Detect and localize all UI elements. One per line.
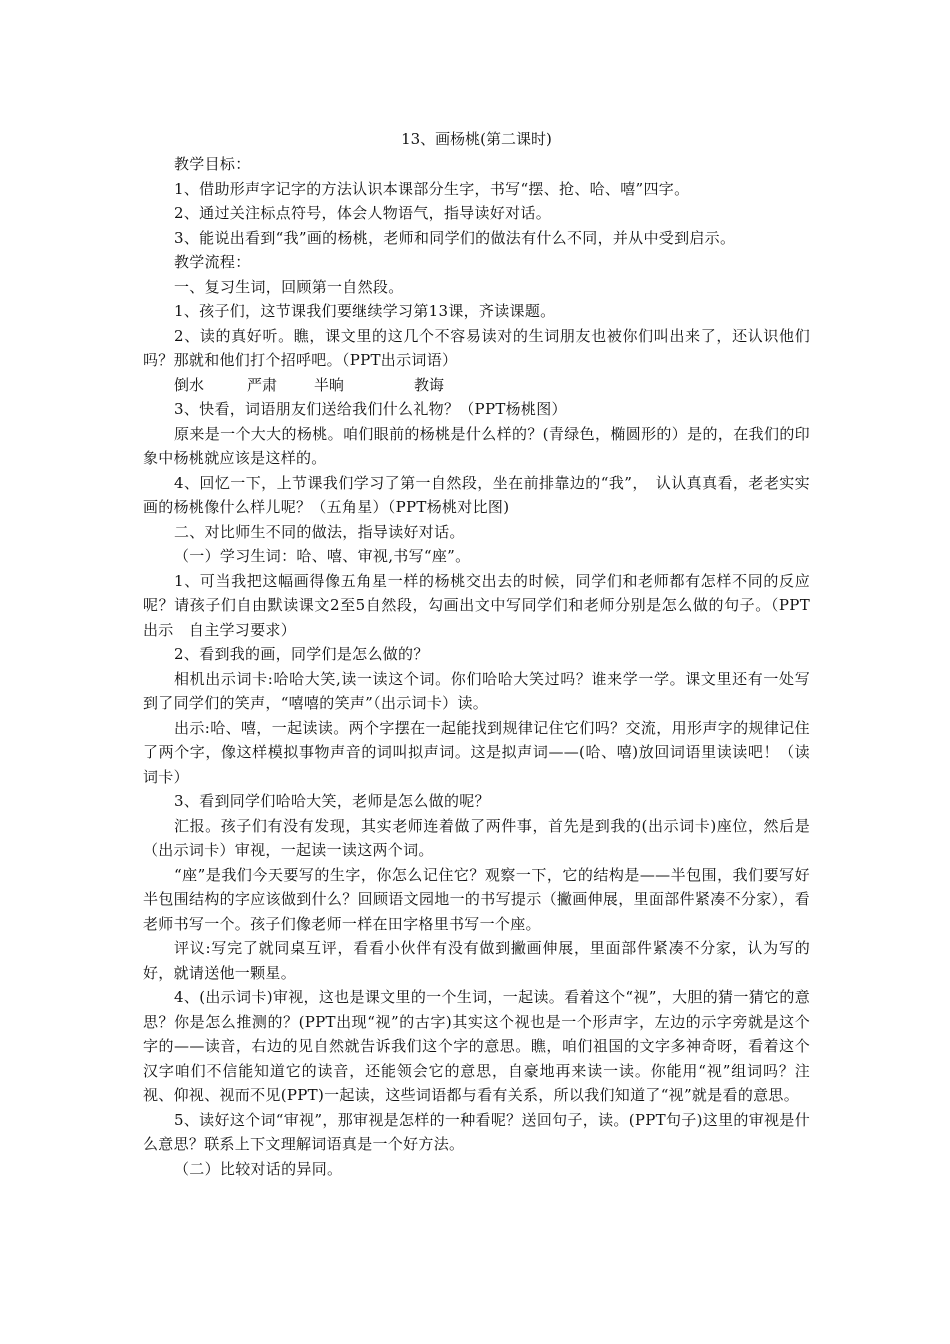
paragraph: 一、复习生词，回顾第一自然段。 [174,277,404,296]
document-title: 13、画杨桃(第二课时) [401,130,552,148]
paragraph: 1、可当我把这幅画得像五角星一样的杨桃交出去的时候，同学们和老师都有怎样不同的反应呢？请孩子们自由默读课文2至5自然段，勾画出文中写同学们和老师分别是怎么做的句子。（PPT出示 自主学习要求） [143,571,810,639]
vocabulary-word: 倒水 [174,375,205,394]
paragraph: 出示:哈、嘻，一起读读。两个字摆在一起能找到规律记住它们吗？交流，用形声字的规律记住了两个字，像这样模拟事物声音的词叫拟声词。这是拟声词——(哈、嘻)放回词语里读读吧！（读词卡） [143,718,810,786]
vocabulary-words-row [143,373,810,398]
paragraph: （一）学习生词：哈、嘻、审视,书写“座”。 [174,547,471,565]
paragraph: 3、看到同学们哈哈大笑，老师是怎么做的呢？ [174,792,490,810]
paragraph: 1、孩子们，这节课我们要继续学习第13课，齐读课题。 [174,302,556,320]
paragraph: “座”是我们今天要写的生字，你怎么记住它？观察一下，它的结构是——半包围，我们要写好半包围结构的字应该做到什么？回顾语文园地一的书写提示（撇画伸展，里面部件紧凑不分家），看老师书写一个。孩子们像老师一样在田字格里书写一个座。 [143,865,810,933]
paragraph: 原来是一个大大的杨桃。咱们眼前的杨桃是什么样的？(青绿色，椭圆形的）是的，在我们的印象中杨桃就应该是这样的。 [143,424,810,467]
paragraph: 3、快看，词语朋友们送给我们什么礼物？（PPT杨桃图） [174,400,567,418]
paragraph: 1、借助形声字记字的方法认识本课部分生字，书写“摆、抢、哈、嘻”四字。 [174,179,690,198]
paragraph: 4、(出示词卡)审视，这也是课文里的一个生词，一起读。看着这个“视”，大胆的猜一猜它的意思？你是怎么推测的？(PPT出现“视”的古字)其实这个视也是一个形声字，左边的示字旁就是这个字的——读音，右边的见自然就告诉我们这个字的意思。瞧，咱们祖国的文字多神奇呀，看着这个汉字咱们不信能知道它的读音，还能领会它的意思，自豪地再来读一读。你能用“视”组词吗？注视、仰视、视而不见(PPT)一起读，这些词语都与看有关系，所以我们知道了“视”就是看的意思。 [143,988,810,1104]
document-page [143,126,810,1181]
section-body [143,397,810,1181]
paragraph: 教学流程： [174,253,251,271]
paragraph: 2、看到我的画，同学们是怎么做的？ [174,645,429,663]
vocabulary-word: 严肃 [247,375,278,394]
paragraph: 汇报。孩子们有没有发现，其实老师连着做了两件事，首先是到我的(出示词卡)座位，然后是（出示词卡）审视，一起读一读这两个词。 [143,816,810,859]
paragraph: 2、读的真好听。瞧，课文里的这几个不容易读对的生词朋友也被你们叫出来了，还认识他们吗？那就和他们打个招呼吧。（PPT出示词语） [143,326,810,369]
vocabulary-word: 半晌 [314,375,345,394]
paragraph: 教学目标： [174,155,251,173]
paragraph: （二）比较对话的异同。 [174,1159,343,1178]
paragraph: 3、能说出看到“我”画的杨桃，老师和同学们的做法有什么不同，并从中受到启示。 [174,228,736,247]
paragraph: 5、读好这个词“审视”，那审视是怎样的一种看呢？送回句子，读。(PPT句子)这里的审视是什么意思？联系上下文理解词语真是一个好方法。 [143,1110,810,1153]
paragraph: 相机出示词卡:哈哈大笑,读一读这个词。你们哈哈大笑过吗？谁来学一学。课文里还有一处写到了同学们的笑声，“嘻嘻的笑声”（出示词卡）读。 [143,669,810,712]
paragraph: 4、回忆一下，上节课我们学习了第一自然段，坐在前排靠边的“我”， 认认真真看，老老实实画的杨桃像什么样儿呢？（五角星）（PPT杨桃对比图) [143,473,810,516]
vocabulary-word: 教诲 [414,375,445,394]
paragraph: 2、通过关注标点符号，体会人物语气，指导读好对话。 [174,204,552,222]
section-objectives-intro [143,152,810,373]
paragraph: 评议:写完了就同桌互评，看看小伙伴有没有做到撇画伸展，里面部件紧凑不分家，认为写的好，就请送他一颗星。 [143,939,810,982]
paragraph: 二、对比师生不同的做法，指导读好对话。 [174,522,465,541]
